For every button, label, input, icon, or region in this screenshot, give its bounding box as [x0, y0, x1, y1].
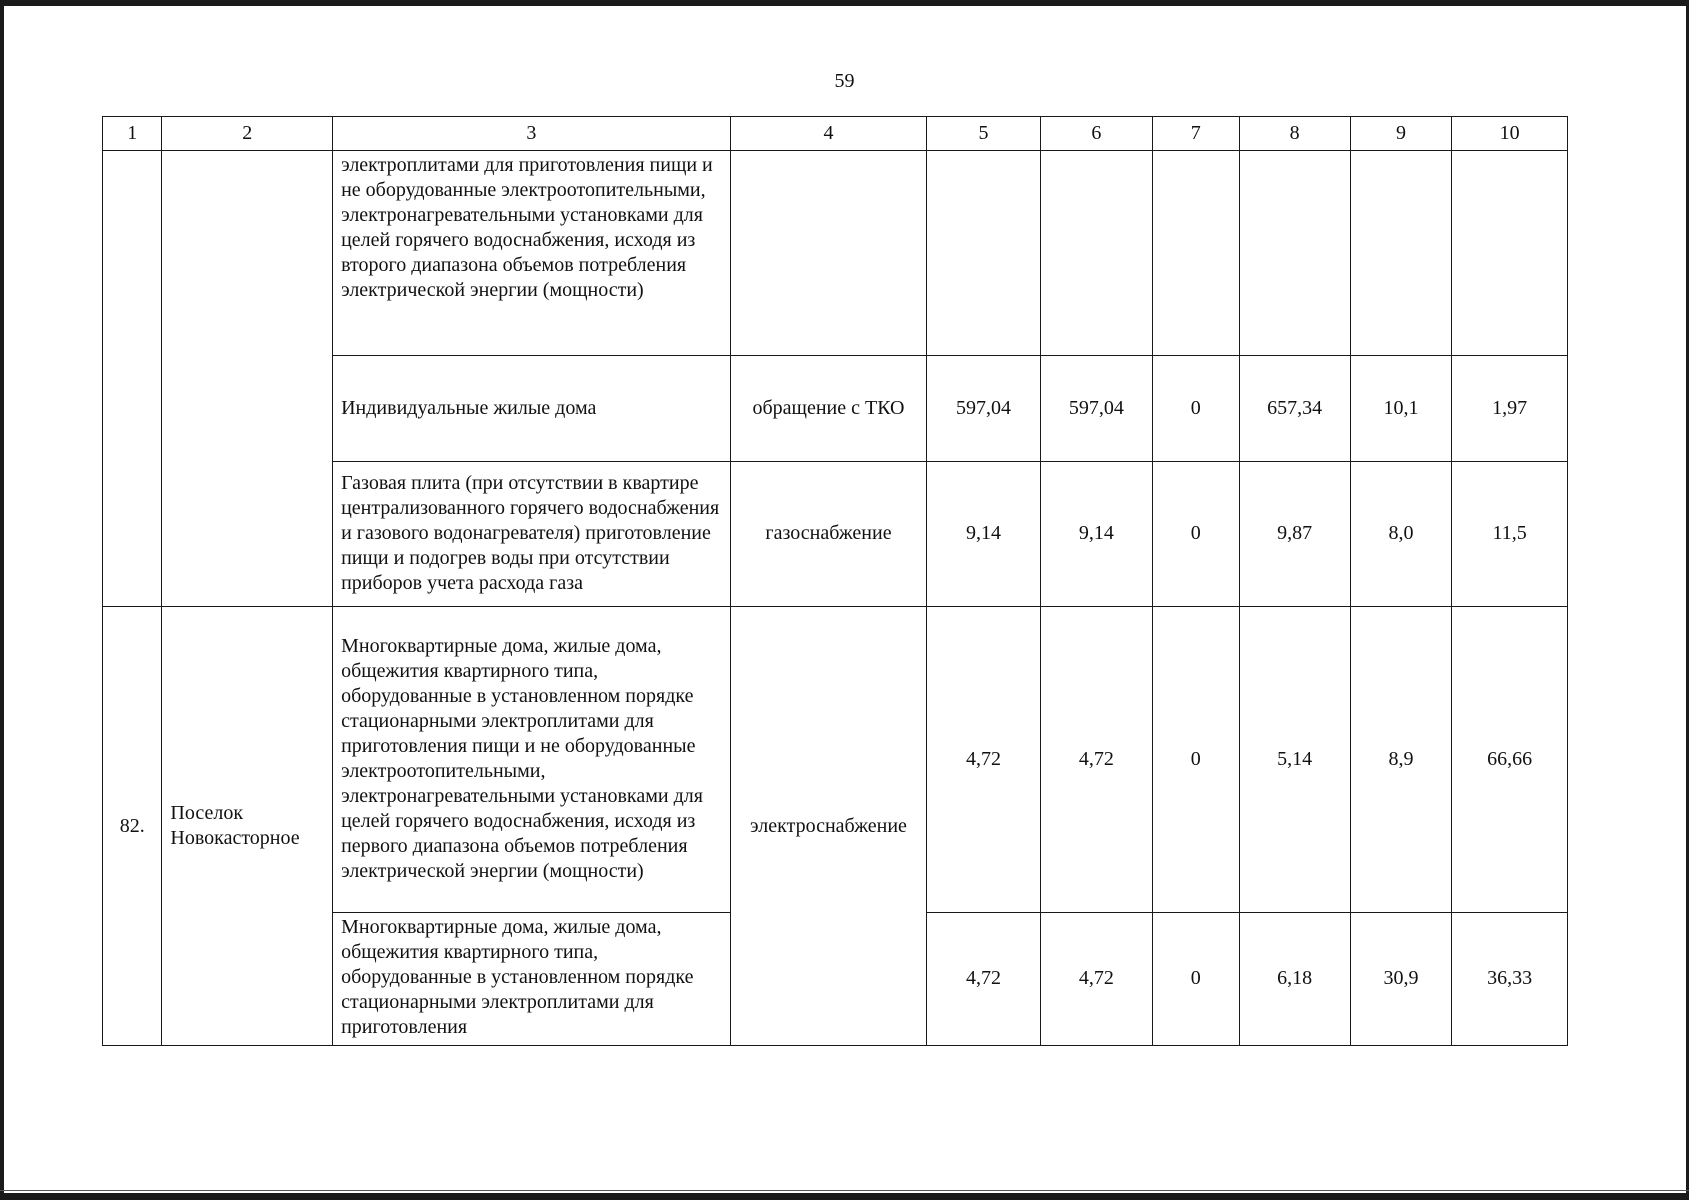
value-cell: 4,72: [1040, 912, 1152, 1045]
scan-bottom-rule: [0, 1190, 1689, 1191]
value-cell: 0: [1153, 912, 1239, 1045]
value-cell: [1452, 150, 1568, 355]
value-cell: [1350, 150, 1452, 355]
value-cell: 4,72: [927, 607, 1040, 913]
description-cell: Многоквартирные дома, жилые дома, общежития квартирного типа, оборудованные в установленном порядке стационарными электроплитами для приготовления пищи и не оборудованные электроотопительными, электронагревательными установками для целей горячего водоснабжения, исходя из первого диапазона объемов потребления электрической энергии (мощности): [333, 607, 731, 913]
value-cell: 5,14: [1239, 607, 1350, 913]
tariff-table: [102, 116, 1568, 1046]
value-cell: 597,04: [927, 355, 1040, 461]
value-cell: [1040, 150, 1152, 355]
value-cell: 597,04: [1040, 355, 1152, 461]
value-cell: 6,18: [1239, 912, 1350, 1045]
value-cell: [1239, 150, 1350, 355]
value-cell: 4,72: [1040, 607, 1152, 913]
description-cell: электроплитами для приготовления пищи и не оборудованные электроотопительными, электронагревательными установками для целей горячего водоснабжения, исходя из второго диапазона объемов потребления электрической энергии (мощности): [333, 150, 731, 355]
value-cell: 11,5: [1452, 461, 1568, 607]
value-cell: 10,1: [1350, 355, 1452, 461]
col-header-7: 7: [1153, 117, 1239, 151]
col-header-3: 3: [333, 117, 731, 151]
value-cell: 657,34: [1239, 355, 1350, 461]
value-cell: 9,87: [1239, 461, 1350, 607]
value-cell: 8,0: [1350, 461, 1452, 607]
col-header-9: 9: [1350, 117, 1452, 151]
value-cell: 9,14: [1040, 461, 1152, 607]
value-cell: 0: [1153, 461, 1239, 607]
settlement-cell: Поселок Новокасторное: [162, 607, 333, 1046]
value-cell: 66,66: [1452, 607, 1568, 913]
page-number: 59: [834, 70, 855, 92]
value-cell: 1,97: [1452, 355, 1568, 461]
description-cell: Газовая плита (при отсутствии в квартире централизованного горячего водоснабжения и газового водонагревателя) приготовление пищи и подогрев воды при отсутствии приборов учета расхода газа: [333, 461, 731, 607]
value-cell: 9,14: [927, 461, 1040, 607]
description-cell: Многоквартирные дома, жилые дома, общежития квартирного типа, оборудованные в установленном порядке стационарными электроплитами для приготовления: [333, 912, 731, 1045]
col-header-5: 5: [927, 117, 1040, 151]
row-number-cell: 82.: [103, 607, 162, 1046]
value-cell: 0: [1153, 607, 1239, 913]
settlement-cell: [162, 150, 333, 606]
value-cell: [1153, 150, 1239, 355]
header-row: [103, 117, 1568, 151]
table-row: [103, 150, 1568, 355]
col-header-8: 8: [1239, 117, 1350, 151]
col-header-4: 4: [730, 117, 927, 151]
value-cell: 8,9: [1350, 607, 1452, 913]
value-cell: 36,33: [1452, 912, 1568, 1045]
value-cell: 4,72: [927, 912, 1040, 1045]
col-header-1: 1: [103, 117, 162, 151]
description-cell: Индивидуальные жилые дома: [333, 355, 731, 461]
service-cell: газоснабжение: [730, 461, 927, 607]
col-header-6: 6: [1040, 117, 1152, 151]
service-cell: электроснабжение: [730, 607, 927, 1046]
value-cell: [927, 150, 1040, 355]
value-cell: 0: [1153, 355, 1239, 461]
value-cell: 30,9: [1350, 912, 1452, 1045]
row-number-cell: [103, 150, 162, 606]
table-row: [103, 607, 1568, 913]
service-cell: [730, 150, 927, 355]
col-header-2: 2: [162, 117, 333, 151]
service-cell: обращение с ТКО: [730, 355, 927, 461]
col-header-10: 10: [1452, 117, 1568, 151]
